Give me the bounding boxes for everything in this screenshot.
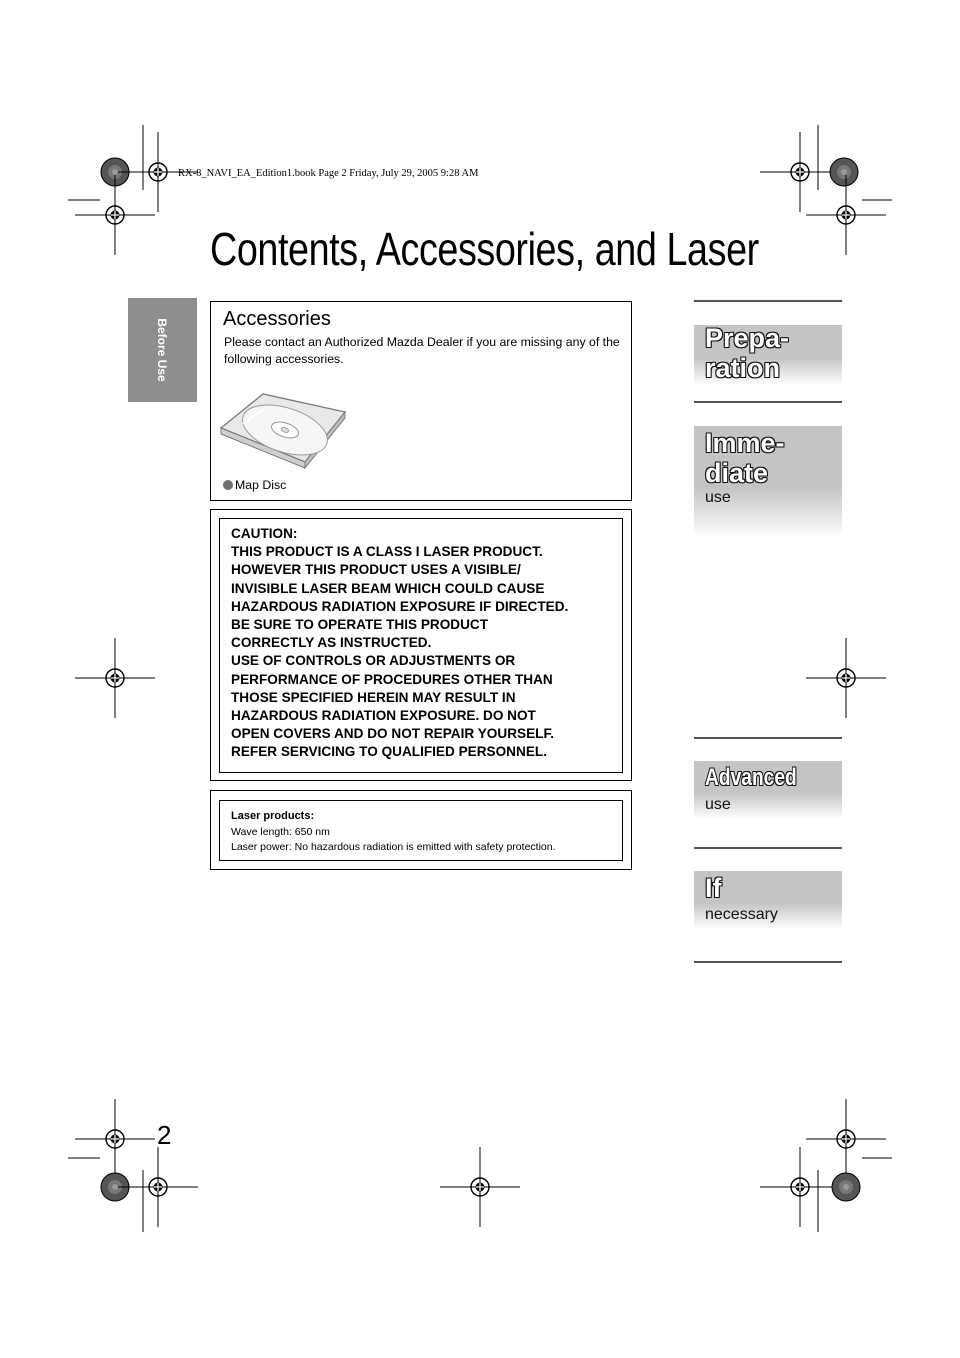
nav-separator (694, 737, 842, 739)
nav-tab-preparation-label: Prepa- ration (705, 323, 790, 383)
nav-tab-immediate-label: Imme- diate (705, 428, 785, 488)
laser-power-text: Laser power: No hazardous radiation is emitted with safety protection. (231, 841, 556, 853)
laser-inner-box (219, 800, 623, 861)
nav-tab-advanced-sublabel: use (705, 796, 731, 813)
accessories-heading: Accessories (223, 308, 331, 330)
starburst-mark-top-right (830, 158, 858, 186)
nav-tab-advanced-label: Advanced (705, 764, 797, 791)
starburst-mark-bottom-right (832, 1173, 860, 1201)
page-number: 2 (157, 1120, 172, 1150)
caution-outer-box (210, 509, 632, 781)
caution-inner-box (219, 518, 623, 773)
nav-tab-if-sublabel: necessary (705, 906, 778, 923)
nav-separator (694, 300, 842, 302)
map-disc-label: Map Disc (235, 478, 287, 492)
print-header-note: RX-8_NAVI_EA_Edition1.book Page 2 Friday, July 29, 2005 9:28 AM (178, 168, 479, 179)
nav-separator (694, 961, 842, 963)
map-disc-caption (223, 478, 286, 492)
nav-tab-immediate-use[interactable] (694, 426, 842, 538)
nav-tab-advanced-use[interactable] (694, 761, 842, 819)
accessories-box (210, 301, 632, 501)
map-disc-icon (213, 388, 349, 476)
nav-tab-if-label: If (705, 873, 722, 903)
accessories-description: Please contact an Authorized Mazda Dealer if you are missing any of the following accessories. (224, 335, 620, 366)
wave-length-text: Wave length: 650 nm (231, 826, 330, 838)
page-title: Contents, Accessories, and Laser (210, 223, 759, 275)
bullet-icon (223, 480, 233, 490)
nav-tab-immediate-sublabel: use (705, 489, 731, 506)
nav-separator (694, 401, 842, 403)
side-tab-label: Before Use (155, 318, 169, 382)
nav-tab-if-necessary[interactable] (694, 871, 842, 929)
laser-outer-box (210, 790, 632, 870)
laser-products-title: Laser products: (231, 810, 315, 822)
nav-tab-preparation[interactable] (694, 325, 842, 385)
caution-text: CAUTION: THIS PRODUCT IS A CLASS I LASER PRODUCT. HOWEVER THIS PRODUCT USES A VISIBLE/ INVISIBLE LASER BEAM WHICH COULD CAUSE HAZARDOUS RADIATION EXPOSURE IF DIRECTED. BE SURE TO OPERATE THIS PRODUCT CORRECTLY AS INSTRUCTED. USE OF CONTROLS OR ADJUSTMENTS OR PERFORMANCE OF PROCEDURES OTHER THAN THOSE SPECIFIED HEREIN MAY RESULT IN HAZARDOUS RADIATION EXPOSURE. DO NOT OPEN COVERS AND DO NOT REPAIR YOURSELF. REFER SERVICING TO QUALIFIED PERSONNEL. (231, 526, 569, 760)
side-tab-before-use (128, 298, 197, 402)
nav-separator (694, 847, 842, 849)
